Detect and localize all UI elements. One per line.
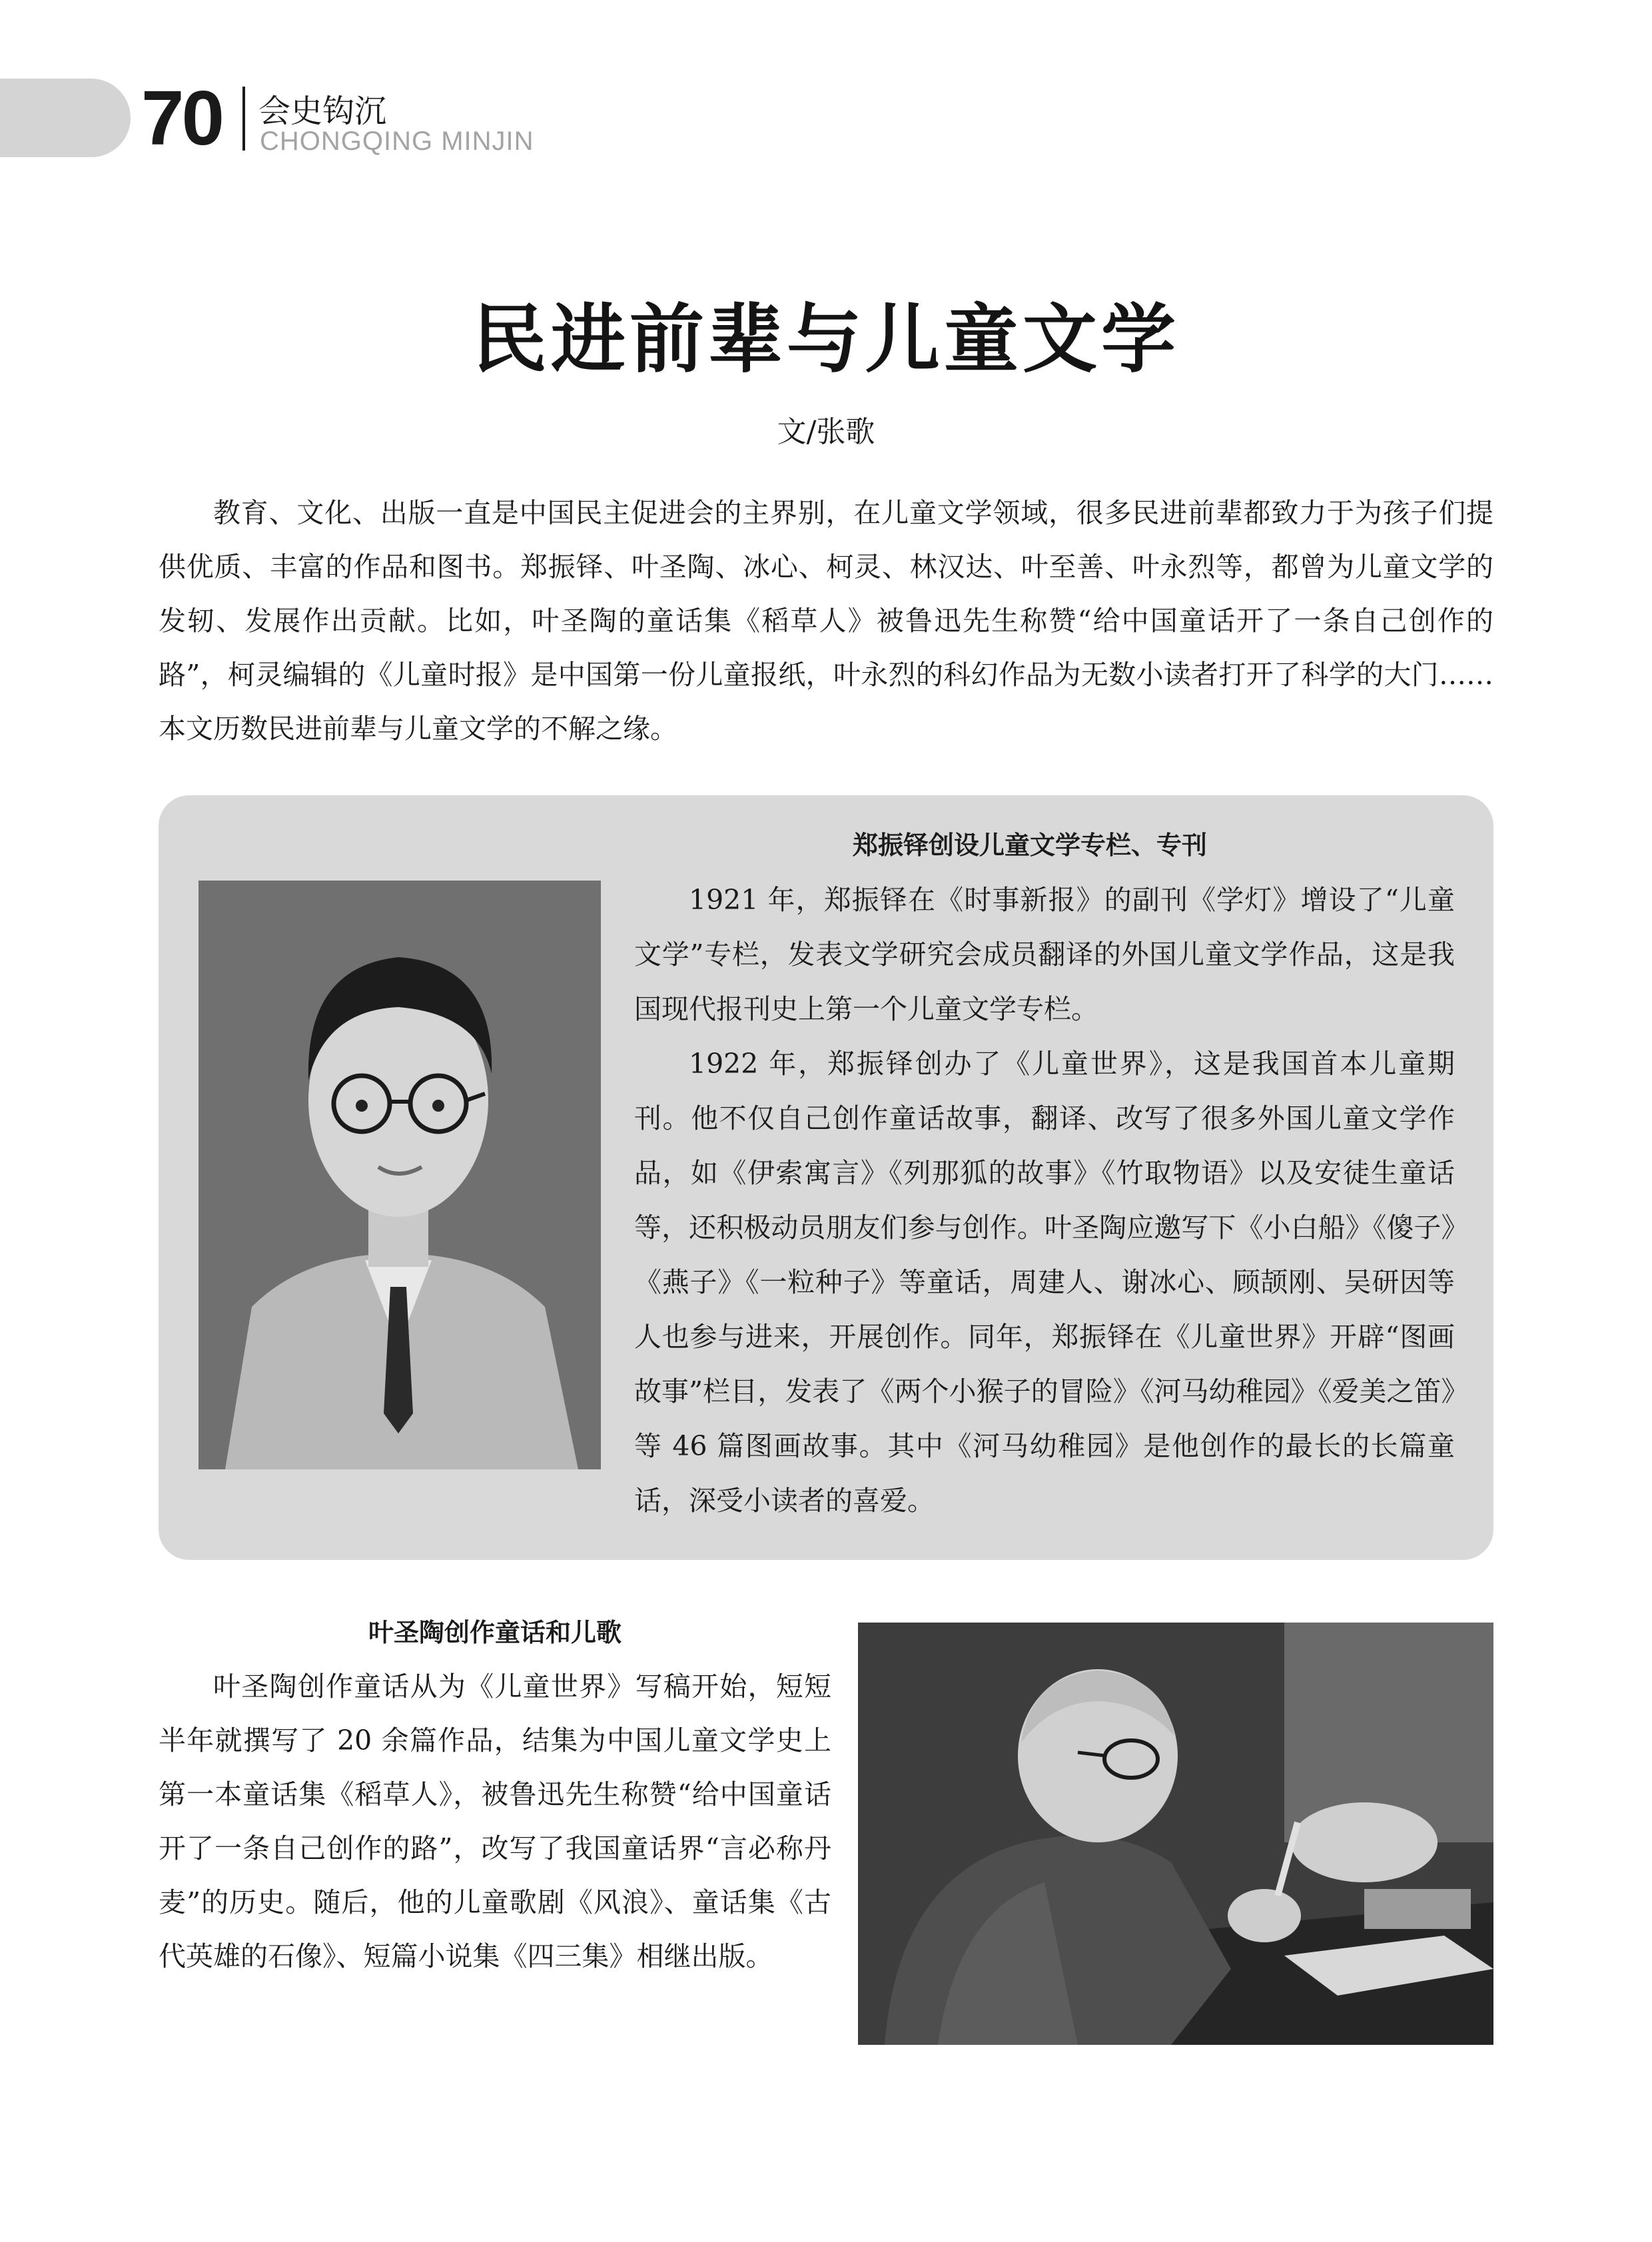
portrait-illustration [199,881,601,1469]
section1-title: 郑振铎创设儿童文学专栏、专刊 [853,831,1208,860]
writing-photo [858,1623,1493,2045]
section-subtitle: CHONGQING MINJIN [260,127,534,156]
section2-body [159,1660,831,1984]
page-number: 70 [141,75,222,161]
article-author: 文/张歌 [777,415,875,449]
intro-paragraph: 教育、文化、出版一直是中国民主促进会的主界别，在儿童文学领域，很多民进前辈都致力于为孩子们提供优质、丰富的作品和图书。郑振铎、叶圣陶、冰心、柯灵、林汉达、叶至善、叶永烈等，都曾为儿童文学的发轫、发展作出贡献。比如，叶圣陶的童话集《稻草人》被鲁迅先生称赞“给中国童话开了一条自己创作的路”，柯灵编辑的《儿童时报》是中国第一份儿童报纸，叶永烈的科幻作品为无数小读者打开了科学的大门……本文历数民进前辈与儿童文学的不解之缘。 [159,497,1493,745]
section2-paragraph: 叶圣陶创作童话从为《儿童世界》写稿开始，短短半年就撰写了 20 余篇作品，结集为中国儿童文学史上第一本童话集《稻草人》，被鲁迅先生称赞“给中国童话开了一条自己创作的路”，改写了我国童话界“言必称丹麦”的历史。随后，他的儿童歌剧《风浪》、童话集《古代英雄的石像》、短篇小说集《四三集》相继出版。 [159,1671,831,1972]
writing-illustration [858,1623,1493,2045]
section1-paragraph: 1921 年，郑振铎在《时事新报》的副刊《学灯》增设了“儿童文学”专栏，发表文学研究会成员翻译的外国儿童文学作品，这是我国现代报刊史上第一个儿童文学专栏。 [634,884,1455,1025]
article-intro [159,486,1493,756]
section2-title: 叶圣陶创作童话和儿歌 [368,1618,621,1647]
article-title: 民进前辈与儿童文学 [472,296,1180,383]
header-tab-shape [0,79,131,157]
header-divider [242,87,245,151]
portrait-photo [199,881,601,1469]
section1-paragraph: 1922 年，郑振铎创办了《儿童世界》，这是我国首本儿童期刊。他不仅自己创作童话故事，翻译、改写了很多外国儿童文学作品，如《伊索寓言》《列那狐的故事》《竹取物语》以及安徒生童话等，还积极动员朋友们参与创作。叶圣陶应邀写下《小白船》《傻子》《燕子》《一粒种子》等童话，周建人、谢冰心、顾颉刚、吴研因等人也参与进来，开展创作。同年，郑振铎在《儿童世界》开辟“图画故事”栏目，发表了《两个小猴子的冒险》《河马幼稚园》《爱美之笛》等 46 篇图画故事。其中《河马幼稚园》是他创作的最长的长篇童话，深受小读者的喜爱。 [634,1048,1455,1517]
section-name: 会史钩沉 [258,93,387,130]
section1-body [634,873,1455,1528]
